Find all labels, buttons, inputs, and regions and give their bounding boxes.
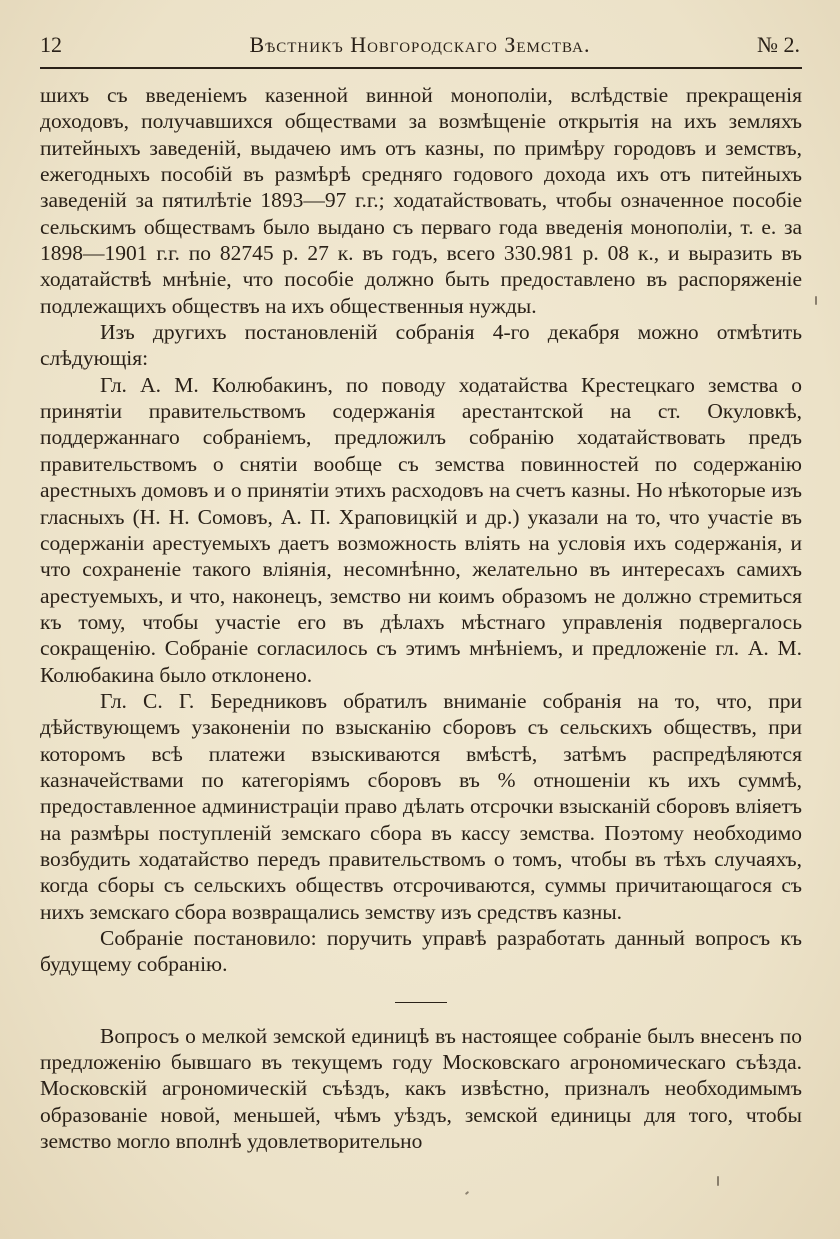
paragraph-continuation: шихъ съ введеніемъ казенной винной монополіи, вслѣдствіе прекращенія доходовъ, получавшихся обществами за возмѣщеніе открытія на ихъ земляхъ питейныхъ заведеній, выдачею имъ отъ казны, по примѣру городовъ и земствъ, ежегодныхъ пособій въ размѣрѣ средняго годового дохода ихъ отъ питейныхъ заведеній за пятилѣтіе 1893—97 г.г.; ходатайствовать, чтобы означенное пособіе сельскимъ обществамъ было выдано съ перваго года введенія монополіи, т. е. за 1898—1901 г.г. по 82745 р. 27 к. въ годъ, всего 330.981 р. 08 к., и выразить въ ходатайствѣ мнѣніе, что пособіе должно быть предоставлено въ распоряженіе подлежащихъ обществъ на ихъ общественныя нужды. [40,83,802,318]
paragraph: Собраніе постановило: поручить управѣ разработать данный вопросъ къ будущему собранію. [40,926,802,977]
running-title: Вѣстникъ Новгородскаго Земства. [249,32,591,57]
page-number: 12 [40,32,62,57]
section-separator [395,1002,447,1003]
paragraph: Вопросъ о мелкой земской единицѣ въ настоящее собраніе былъ внесенъ по предложенію бывшаго въ текущемъ году Московскаго агрономическаго съѣзда. Московскій агрономическій съѣздъ, какъ извѣстно, призналъ необходимымъ образованіе новой, меньшей, чѣмъ уѣздъ, земской единицы для того, чтобы земство могло вполнѣ удовлетворительно [40,1023,802,1154]
header-rule [40,67,802,69]
paragraph: Гл. С. Г. Бередниковъ обратилъ вниманіе собранія на то, что, при дѣйствующемъ узаконеніи по взысканію сборовъ съ сельскихъ обществъ, при которомъ всѣ платежи взыскиваются вмѣстѣ, затѣмъ распредѣляются казначействами по категоріямъ сборовъ въ % отношеніи къ ихъ суммѣ, предоставленное администраціи право дѣлать отсрочки взысканій сборовъ вліяетъ на размѣры поступленій земскаго сбора въ кассу земства. Поэтому необходимо возбудить ходатайство передъ правительствомъ о томъ, чтобы въ тѣхъ случаяхъ, когда сборы съ сельскихъ обществъ отсрочиваются, суммы причитающагося съ нихъ земскаго сбора возвращались земству изъ средствъ казны. [40,688,802,924]
paragraph: Гл. А. М. Колюбакинъ, по поводу ходатайства Крестецкаго земства о принятіи правительствомъ содержанія арестантской на ст. Окуловкѣ, поддержаннаго собраніемъ, предложилъ собранію ходатайствовать предъ правительствомъ о снятіи вообще съ земства повинностей по содержанію арестныхъ домовъ и о принятіи этихъ расходовъ на счетъ казны. Но нѣкоторые изъ гласныхъ (Н. Н. Сомовъ, А. П. Храповицкій и др.) указали на то, что участіе въ содержаніи арестуемыхъ даетъ возможность вліять на условія ихъ содержанія, и что сохраненіе такого вліянія, несомнѣнно, желательно въ интересахъ самихъ арестуемыхъ, и что, наконецъ, земство ни коимъ образомъ не должно стремиться къ тому, чтобы участіе его въ дѣлахъ мѣстнаго управленія подвергалось сокращенію. Собраніе согласилось съ этимъ мнѣніемъ, и предложеніе гл. А. М. Колюбакина было отклонено. [40,372,802,687]
paragraph: Изъ другихъ постановленій собранія 4-го декабря можно отмѣтить слѣдующія: [40,320,802,371]
page-header [40,30,800,62]
print-speck [815,296,817,305]
body-text [40,82,802,1154]
print-speck [717,1176,719,1186]
print-speck [465,1191,469,1195]
issue-number: № 2. [757,32,800,57]
